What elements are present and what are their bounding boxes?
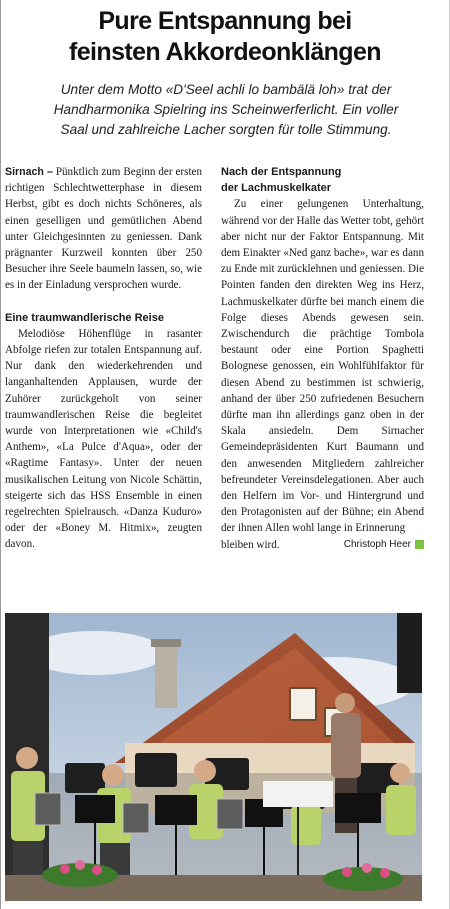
lead-line-1: Unter dem Motto «D'Seel achli lo bambälä loh» trat der xyxy=(60,82,392,97)
paragraph-reise: Melodiöse Höhenflüge in rasanter Abfolge riefen zur totalen Entspannung auf. Nur dank den wiederkehrenden und langanhaltenden Applausen, wurde der Zuhörer zurückgeholt von seiner traumwandlerischen Reise die begleitet wurde von Interpretationen wie «Child's Anthem», «La Pulce d'Aqua», oder der «Ragtime Fantasy». Unter der neuen musikalischen Leitung von Nicole Schättin, steigerte sich das HSS Ensemble in einen regelrechten Spielrausch. «Danza Kuduro» oder der «Boney M. Hitmix», zeugten davon. xyxy=(5,327,202,551)
author-name: Christoph Heer xyxy=(343,538,411,550)
paragraph-intro xyxy=(5,164,202,294)
concert-photo-illustration xyxy=(5,613,422,901)
dateline: Sirnach – xyxy=(5,166,53,178)
end-mark-icon xyxy=(415,540,424,549)
subheading-lachmuskelkater-2: der Lachmuskelkater xyxy=(221,182,332,195)
article-column-left xyxy=(5,164,202,553)
closing-text: bleiben wird. xyxy=(221,538,280,551)
subheading-lachmuskelkater-1: Nach der Entspannung xyxy=(221,166,342,178)
author-byline xyxy=(344,537,424,553)
lead-line-2: Handharmonika Spielring ins Scheinwerferlicht. Ein voller xyxy=(53,102,399,117)
concert-photo xyxy=(5,613,422,901)
lead-line-3: Saal und zahlreiche Lacher sorgten für tolle Stimmung. xyxy=(60,122,392,137)
paragraph-lachmuskelkater: Zu einer gelungenen Unterhaltung, während vor der Halle das Wetter tobt, gehört aber nicht nur der Faktor Entspannung. Mit dem Einakter «Ned ganz bache», war es dann zu Ende mit zurücklehnen und geniessen. Die Pointen fanden den direkten Weg ins Herz, Lachmuskelkater dürfte bei manch einem die Folge dieses Abends gewesen sein. Zwischendurch die prächtige Tombola bestaunt oder eine Portion Spaghetti Bolognese genossen, ein Wohlfühlfaktor für diesen Abend zu bestimmen ist schwierig, anhand der über 250 zufriedenen Besuchern dürfte man ihn allerdings ganz oben in der Skala ansiedeln. Dem Sirnacher Gemeindepräsidenten Kurt Baumann und den anwesenden Mitgliedern zahlreicher befreundeter Vereinsdelegationen. Aber auch den Helfern im Vor- und Hintergrund und den Protagonisten auf der Bühne; ein Abend der ihnen Allen wohl lange in Erinnerung xyxy=(221,198,425,535)
subheading-reise: Eine traumwandlerische Reise xyxy=(5,311,164,324)
page-border-left xyxy=(0,0,1,909)
closing-line xyxy=(221,537,424,553)
article-headline xyxy=(0,6,450,68)
headline-line-2: feinsten Akkordeonklängen xyxy=(69,38,381,66)
article-lead xyxy=(16,80,436,140)
headline-line-1: Pure Entspannung bei xyxy=(98,7,352,35)
paragraph-intro-text: Pünktlich zum Beginn der ersten richtigen Schlechtwetterphase in diesem Herbst, gibt es doch nichts Schöneres, als einen geselligen und gemütlichen Abend unter Gleichgesinnten zu geniessen. Dank prägnanter Kurzweil konnten über 250 Besucher ihre Seele baumeln lassen, so, wie es in der Einladung versprochen wurde. xyxy=(5,166,202,292)
article-column-right xyxy=(221,164,424,553)
